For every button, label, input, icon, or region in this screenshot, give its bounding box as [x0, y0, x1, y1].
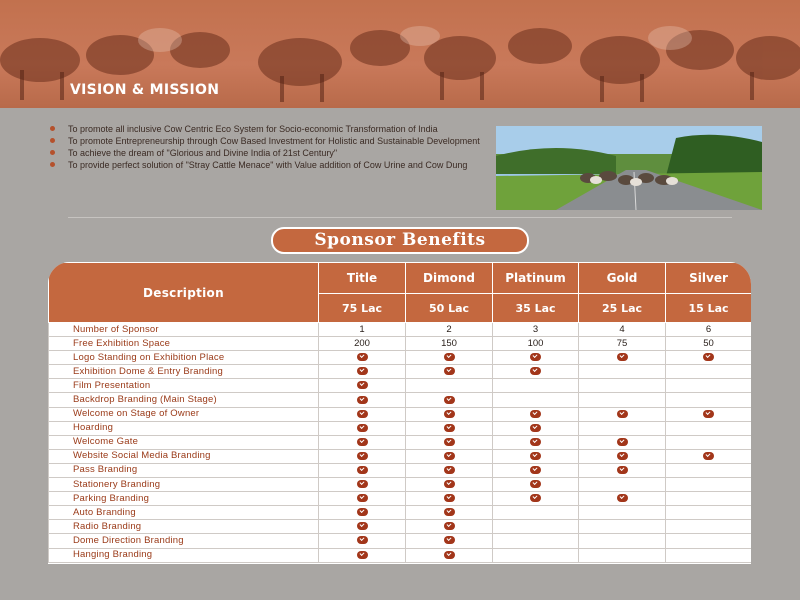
table-cell — [406, 407, 493, 421]
table-cell — [319, 421, 406, 435]
row-label: Exhibition Dome & Entry Branding — [49, 365, 319, 379]
check-icon — [530, 410, 541, 418]
table-row — [49, 548, 752, 562]
table-cell — [406, 449, 493, 463]
table-row — [49, 534, 752, 548]
check-icon — [357, 494, 368, 502]
table-cell — [319, 435, 406, 449]
tier-price-header: 25 Lac — [579, 294, 666, 323]
row-label: Backdrop Branding (Main Stage) — [49, 393, 319, 407]
table-cell — [406, 393, 493, 407]
table-row — [49, 379, 752, 393]
table-cell — [666, 492, 752, 506]
table-row — [49, 463, 752, 477]
table-cell — [319, 506, 406, 520]
table-cell — [579, 492, 666, 506]
table-cell — [666, 478, 752, 492]
table-cell — [406, 351, 493, 365]
row-label: Parking Branding — [49, 492, 319, 506]
check-icon — [357, 396, 368, 404]
row-label: Website Social Media Branding — [49, 449, 319, 463]
bullet-icon — [50, 126, 55, 131]
tier-price-header: 75 Lac — [319, 294, 406, 323]
table-cell — [406, 365, 493, 379]
row-label: Hanging Branding — [49, 548, 319, 562]
table-cell — [406, 478, 493, 492]
check-icon — [357, 522, 368, 530]
check-icon — [357, 353, 368, 361]
table-cell — [493, 478, 579, 492]
table-cell — [319, 365, 406, 379]
table-cell — [406, 463, 493, 477]
cell-value: 6 — [666, 323, 752, 337]
table-cell — [579, 478, 666, 492]
row-label: Stationery Branding — [49, 478, 319, 492]
table-cell — [579, 435, 666, 449]
sponsor-table — [48, 262, 751, 564]
check-icon — [357, 367, 368, 375]
check-icon — [530, 452, 541, 460]
table-cell — [493, 449, 579, 463]
table-cell — [493, 379, 579, 393]
table-cell — [579, 407, 666, 421]
check-icon — [444, 536, 455, 544]
table-cell — [666, 520, 752, 534]
table-cell — [666, 534, 752, 548]
table-cell — [406, 548, 493, 562]
table-cell — [666, 548, 752, 562]
table-row — [49, 407, 752, 421]
check-icon — [444, 522, 455, 530]
table-cell — [666, 435, 752, 449]
check-icon — [444, 396, 455, 404]
table-cell — [319, 548, 406, 562]
table-cell — [319, 351, 406, 365]
table-cell — [319, 520, 406, 534]
row-label: Welcome Gate — [49, 435, 319, 449]
check-icon — [617, 410, 628, 418]
table-row — [49, 520, 752, 534]
table-cell — [406, 520, 493, 534]
row-label: Hoarding — [49, 421, 319, 435]
table-cell — [493, 435, 579, 449]
check-icon — [357, 424, 368, 432]
check-icon — [444, 480, 455, 488]
tier-price-header: 15 Lac — [666, 294, 752, 323]
table-cell — [666, 463, 752, 477]
row-label: Free Exhibition Space — [49, 337, 319, 351]
table-cell — [319, 492, 406, 506]
check-icon — [444, 551, 455, 559]
row-label: Auto Branding — [49, 506, 319, 520]
bullet-icon — [50, 162, 55, 167]
divider — [68, 217, 732, 218]
table-cell — [406, 506, 493, 520]
table-cell — [493, 506, 579, 520]
cell-value: 50 — [666, 337, 752, 351]
check-icon — [357, 536, 368, 544]
table-cell — [666, 379, 752, 393]
list-item: To achieve the dream of "Glorious and Divine India of 21st Century" — [50, 148, 480, 158]
table-cell — [493, 492, 579, 506]
table-cell — [579, 379, 666, 393]
table-row — [49, 351, 752, 365]
table-cell — [579, 520, 666, 534]
check-icon — [357, 381, 368, 389]
list-item: To promote all inclusive Cow Centric Eco System for Socio-economic Transformation of India — [50, 124, 480, 134]
row-label: Film Presentation — [49, 379, 319, 393]
check-icon — [444, 353, 455, 361]
check-icon — [357, 508, 368, 516]
check-icon — [617, 452, 628, 460]
cell-value: 1 — [319, 323, 406, 337]
check-icon — [703, 452, 714, 460]
table-cell — [579, 463, 666, 477]
table-cell — [666, 393, 752, 407]
tier-name-header: Silver — [666, 263, 752, 294]
table-cell — [579, 534, 666, 548]
row-label: Number of Sponsor — [49, 323, 319, 337]
table-cell — [493, 548, 579, 562]
check-icon — [617, 494, 628, 502]
row-label: Welcome on Stage of Owner — [49, 407, 319, 421]
table-cell — [579, 393, 666, 407]
tier-name-header: Gold — [579, 263, 666, 294]
section-title-vision: VISION & MISSION — [70, 82, 220, 98]
row-label: Radio Branding — [49, 520, 319, 534]
cell-value: 75 — [579, 337, 666, 351]
table-row — [49, 365, 752, 379]
table-cell — [493, 351, 579, 365]
table-cell — [579, 449, 666, 463]
table-cell — [319, 393, 406, 407]
table-row — [49, 506, 752, 520]
cell-value: 150 — [406, 337, 493, 351]
table-cell — [579, 421, 666, 435]
check-icon — [617, 466, 628, 474]
check-icon — [357, 438, 368, 446]
tier-price-header: 50 Lac — [406, 294, 493, 323]
check-icon — [357, 452, 368, 460]
sponsor-benefits-title: Sponsor Benefits — [271, 227, 529, 254]
table-cell — [493, 534, 579, 548]
check-icon — [530, 353, 541, 361]
table-row — [49, 435, 752, 449]
check-icon — [530, 438, 541, 446]
tier-price-header: 35 Lac — [493, 294, 579, 323]
row-label: Dome Direction Branding — [49, 534, 319, 548]
bullet-icon — [50, 138, 55, 143]
check-icon — [357, 466, 368, 474]
table-cell — [406, 435, 493, 449]
cell-value: 200 — [319, 337, 406, 351]
check-icon — [444, 367, 455, 375]
tier-name-header: Title — [319, 263, 406, 294]
check-icon — [617, 353, 628, 361]
check-icon — [530, 480, 541, 488]
check-icon — [444, 466, 455, 474]
check-icon — [703, 410, 714, 418]
check-icon — [357, 480, 368, 488]
table-cell — [406, 421, 493, 435]
list-item: To promote Entrepreneurship through Cow Based Investment for Holistic and Sustainable Development — [50, 136, 480, 146]
table-cell — [319, 478, 406, 492]
tier-name-header: Platinum — [493, 263, 579, 294]
table-cell — [493, 520, 579, 534]
table-body — [49, 323, 752, 563]
check-icon — [444, 410, 455, 418]
table-cell — [406, 534, 493, 548]
check-icon — [530, 367, 541, 375]
cattle-road-photo — [496, 126, 762, 210]
cell-value: 2 — [406, 323, 493, 337]
check-icon — [444, 508, 455, 516]
table-cell — [666, 421, 752, 435]
row-label: Logo Standing on Exhibition Place — [49, 351, 319, 365]
table-cell — [579, 506, 666, 520]
table-row — [49, 337, 752, 351]
table-cell — [579, 548, 666, 562]
table-cell — [493, 407, 579, 421]
row-label: Pass Branding — [49, 463, 319, 477]
table-row — [49, 449, 752, 463]
tier-name-header: Dimond — [406, 263, 493, 294]
check-icon — [530, 494, 541, 502]
description-header: Description — [49, 263, 319, 323]
table-cell — [319, 534, 406, 548]
check-icon — [444, 438, 455, 446]
check-icon — [617, 438, 628, 446]
table-cell — [666, 407, 752, 421]
table-cell — [666, 449, 752, 463]
table-cell — [666, 365, 752, 379]
check-icon — [357, 551, 368, 559]
table-cell — [319, 407, 406, 421]
table-cell — [493, 421, 579, 435]
hero-banner — [0, 0, 800, 108]
table-cell — [406, 492, 493, 506]
table-row — [49, 323, 752, 337]
table-cell — [579, 365, 666, 379]
check-icon — [530, 424, 541, 432]
vision-list — [50, 124, 480, 172]
table-cell — [319, 379, 406, 393]
table-row — [49, 492, 752, 506]
table-cell — [579, 351, 666, 365]
check-icon — [444, 494, 455, 502]
list-item: To provide perfect solution of "Stray Cattle Menace" with Value addition of Cow Urine and Cow Dung — [50, 160, 480, 170]
table-cell — [493, 463, 579, 477]
check-icon — [703, 353, 714, 361]
table-cell — [319, 463, 406, 477]
table-cell — [406, 379, 493, 393]
cell-value: 4 — [579, 323, 666, 337]
table-row — [49, 421, 752, 435]
table-row — [49, 478, 752, 492]
cell-value: 100 — [493, 337, 579, 351]
check-icon — [444, 424, 455, 432]
table-cell — [319, 449, 406, 463]
check-icon — [357, 410, 368, 418]
table-row — [49, 393, 752, 407]
check-icon — [444, 452, 455, 460]
check-icon — [530, 466, 541, 474]
bullet-icon — [50, 150, 55, 155]
table-cell — [493, 365, 579, 379]
cell-value: 3 — [493, 323, 579, 337]
table-cell — [666, 351, 752, 365]
table-cell — [666, 506, 752, 520]
table-cell — [493, 393, 579, 407]
